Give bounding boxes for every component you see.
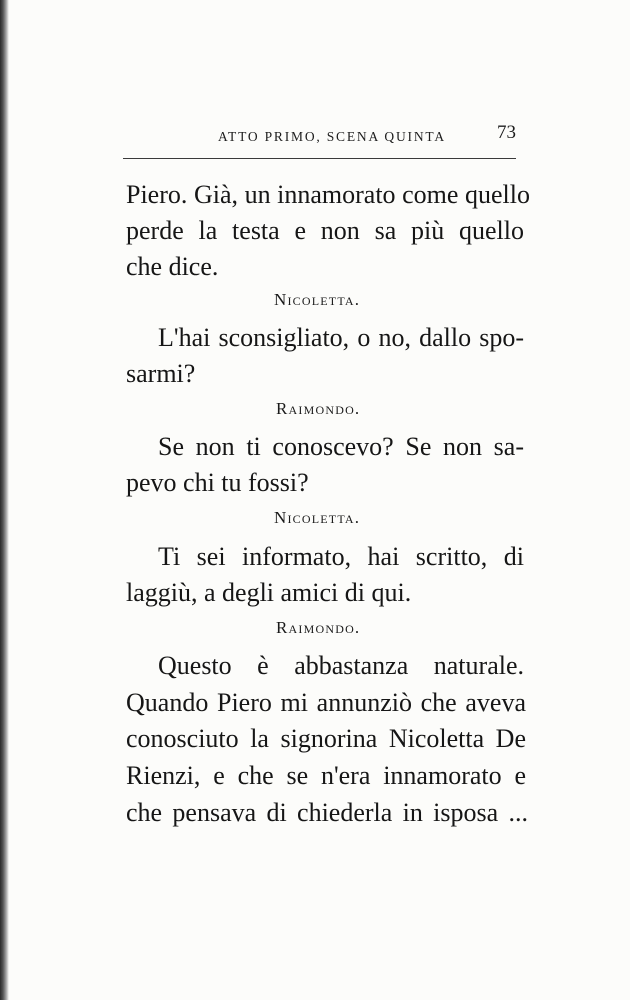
- text-line: laggiù, a degli amici di qui.: [126, 578, 412, 607]
- text-line: Questo è abbastanza naturale.: [158, 651, 524, 680]
- text-line: Piero. Già, un innamorato come quello: [126, 180, 530, 209]
- text-line: Ti sei informato, hai scritto, di: [158, 542, 524, 571]
- text-line: perde la testa e non sa più quello: [126, 216, 524, 245]
- running-head: [123, 118, 516, 148]
- header-rule: [123, 158, 516, 159]
- text-line: sarmi?: [126, 359, 196, 388]
- page-binding-edge: [0, 0, 9, 1000]
- text-line: pevo chi tu fossi?: [126, 468, 309, 497]
- text-line: Rienzi, e che se n'era innamorato e: [126, 761, 526, 790]
- running-title: ATTO PRIMO, SCENA QUINTA: [218, 129, 446, 144]
- speaker-name: Raimondo.: [276, 618, 361, 637]
- text-line: che pensava di chiederla in isposa ...: [126, 798, 528, 827]
- page-number: 73: [497, 122, 516, 143]
- text-line: L'hai sconsigliato, o no, dallo spo-: [158, 323, 524, 352]
- text-line: Se non ti conoscevo? Se non sa-: [158, 432, 524, 461]
- text-line: Quando Piero mi annunziò che aveva: [126, 688, 526, 717]
- text-line: che dice.: [126, 252, 219, 281]
- speaker-name: Nicoletta.: [274, 290, 361, 309]
- speaker-name: Nicoletta.: [274, 508, 361, 527]
- speaker-name: Raimondo.: [276, 399, 361, 418]
- text-line: conosciuto la signorina Nicoletta De: [126, 724, 526, 753]
